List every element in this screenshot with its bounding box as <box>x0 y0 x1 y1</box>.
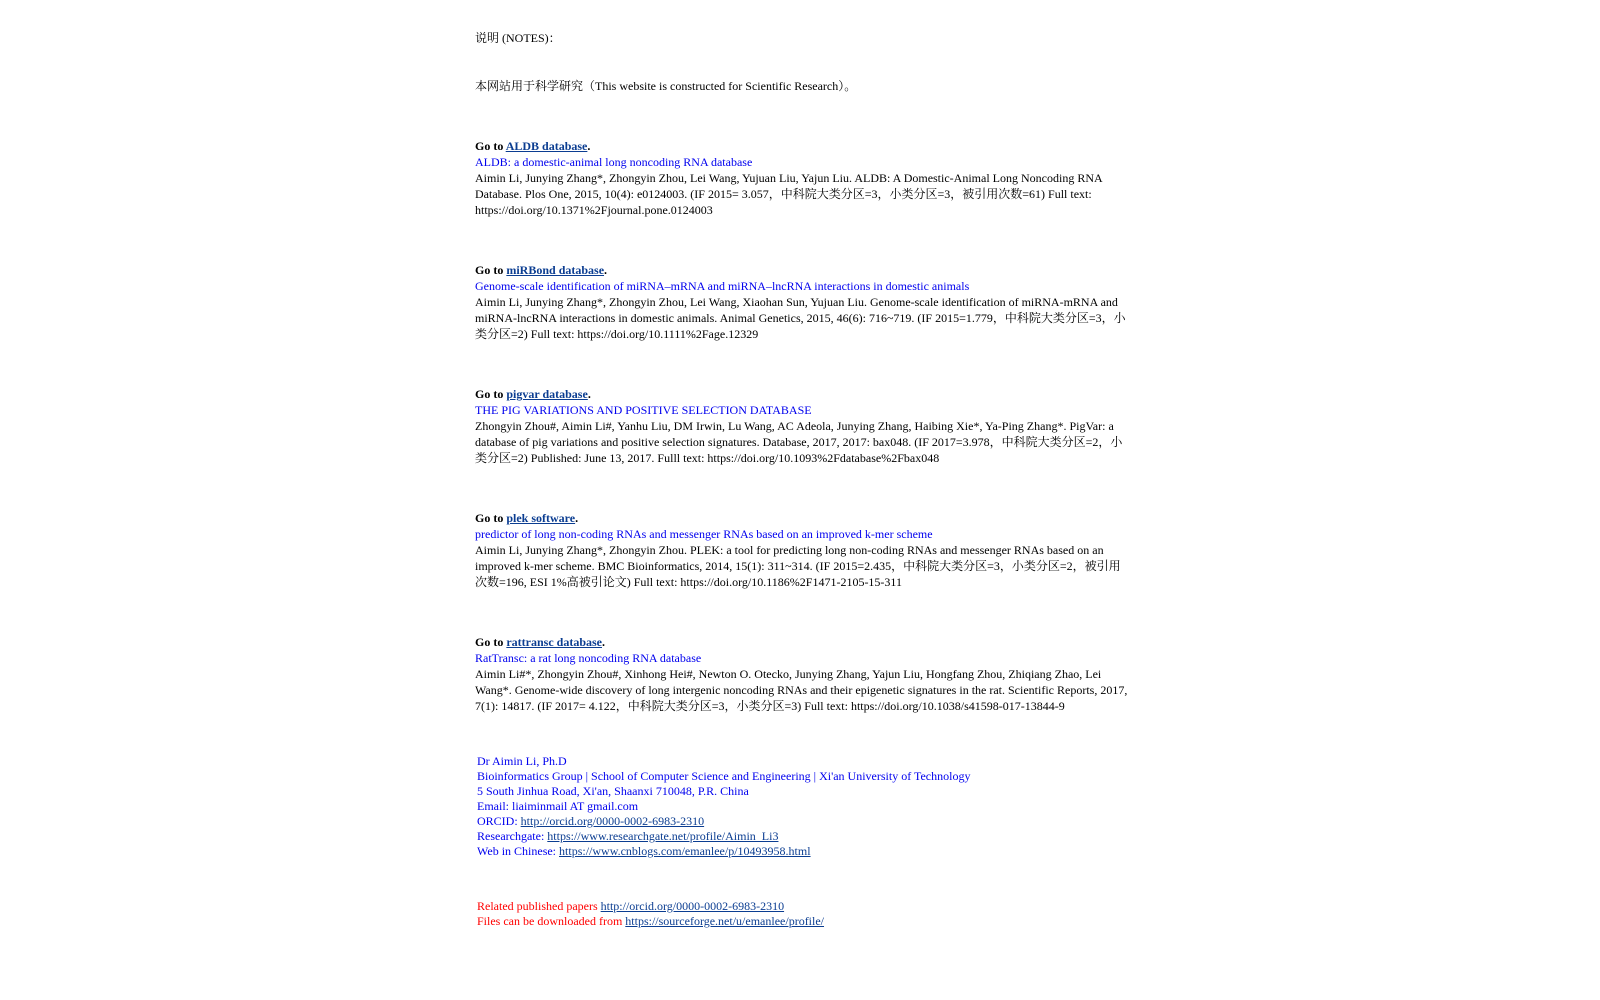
related-papers-link[interactable]: http://orcid.org/0000-0002-6983-2310 <box>600 899 785 913</box>
contact-address: 5 South Jinhua Road, Xi'an, Shaanxi 710048, P.R. China <box>477 784 749 798</box>
downloads-link[interactable]: https://sourceforge.net/u/emanlee/profile/ <box>625 914 825 928</box>
related-papers-line <box>477 899 1130 914</box>
goto-text: Go to <box>475 635 504 649</box>
goto-line: Go to rattransc database. <box>475 635 605 649</box>
related-papers-label: Related published papers <box>477 899 598 913</box>
orcid-label: ORCID: <box>477 814 518 828</box>
goto-line: Go to miRBond database. <box>475 263 608 277</box>
entry-rattransc <box>475 634 1130 714</box>
entry-mirbond <box>475 262 1130 342</box>
mirbond-database-link[interactable]: miRBond database <box>506 263 605 277</box>
notes-label: 说明 (NOTES)： <box>475 31 561 45</box>
downloads-label: Files can be downloaded from <box>477 914 623 928</box>
entry-citation: Aimin Li#*, Zhongyin Zhou#, Xinhong Hei#, Newton O. Otecko, Junying Zhang, Yajun Liu, Hongfang Zhou, Zhiqiang Zhao, Lei Wang*. Genome-wide discovery of long intergenic noncoding RNAs and their epigenetic signatures in the rat. Scientific Reports, 2017, 7(1): 14817. (IF 2017= 4.122，中科院大类分区=3，小类分区=3) Full text: https://doi.org/10.1038/s41598-017-13844-9 <box>475 667 1128 713</box>
contact-email: Email: liaiminmail AT gmail.com <box>477 799 639 813</box>
researchgate-label: Researchgate: <box>477 829 545 843</box>
downloads-line <box>477 914 1130 929</box>
goto-line: Go to pigvar database. <box>475 387 591 401</box>
pigvar-database-link[interactable]: pigvar database <box>506 387 588 401</box>
orcid-link[interactable]: http://orcid.org/0000-0002-6983-2310 <box>520 814 705 828</box>
contact-affiliation: Bioinformatics Group | School of Computer Science and Engineering | Xi'an University of Technology <box>477 769 971 783</box>
goto-text: Go to <box>475 387 504 401</box>
aldb-database-link[interactable]: ALDB database <box>505 139 588 153</box>
entry-pigvar <box>475 386 1130 466</box>
goto-text: Go to <box>475 139 504 153</box>
entry-title: ALDB: a domestic-animal long noncoding RNA database <box>475 155 753 169</box>
entry-title: predictor of long non-coding RNAs and messenger RNAs based on an improved k-mer scheme <box>475 527 933 541</box>
rattransc-database-link[interactable]: rattransc database <box>506 635 602 649</box>
researchgate-link[interactable]: https://www.researchgate.net/profile/Aimin_Li3 <box>547 829 779 843</box>
orcid-line <box>477 814 1130 829</box>
chinese-web-link[interactable]: https://www.cnblogs.com/emanlee/p/10493958.html <box>559 844 811 858</box>
entry-title: THE PIG VARIATIONS AND POSITIVE SELECTION DATABASE <box>475 403 812 417</box>
entry-title: Genome-scale identification of miRNA–mRNA and miRNA–lncRNA interactions in domestic animals <box>475 279 970 293</box>
entry-citation: Zhongyin Zhou#, Aimin Li#, Yanhu Liu, DM Irwin, Lu Wang, AC Adeola, Junying Zhang, Haibing Xie*, Ya-Ping Zhang*. PigVar: a database of pig variations and positive selection signatures. Database, 2017, 2017: bax048. (IF 2017=3.978，中科院大类分区=2，小类分区=2) Published: June 13, 2017. Fulll text: https://doi.org/10.1093%2Fdatabase%2Fbax048 <box>475 419 1123 465</box>
goto-text: Go to <box>475 263 504 277</box>
entry-citation: Aimin Li, Junying Zhang*, Zhongyin Zhou, Lei Wang, Yujuan Liu, Yajun Liu. ALDB: A Domestic-Animal Long Noncoding RNA Database. Plos One, 2015, 10(4): e0124003. (IF 2015= 3.057，中科院大类分区=3，小类分区=3，被引用次数=61) Full text: https://doi.org/10.1371%2Fjournal.pone.0124003 <box>475 171 1102 217</box>
entry-citation: Aimin Li, Junying Zhang*, Zhongyin Zhou, Lei Wang, Xiaohan Sun, Yujuan Liu. Genome-scale identification of miRNA-mRNA and miRNA-lncRNA interactions in domestic animals. Animal Genetics, 2015, 46(6): 716~719. (IF 2015=1.779，中科院大类分区=3，小类分区=2) Full text: https://doi.org/10.1111%2Fage.12329 <box>475 295 1126 341</box>
researchgate-line <box>477 829 1130 844</box>
plek-software-link[interactable]: plek software <box>506 511 576 525</box>
entry-title: RatTransc: a rat long noncoding RNA database <box>475 651 702 665</box>
chinese-web-line <box>477 844 1130 859</box>
entry-aldb <box>475 138 1130 218</box>
goto-line: Go to ALDB database. <box>475 139 591 153</box>
entry-plek <box>475 510 1130 590</box>
goto-line: Go to plek software. <box>475 511 579 525</box>
contact-block <box>475 754 1130 859</box>
contact-name: Dr Aimin Li, Ph.D <box>477 754 567 768</box>
purpose-statement: 本网站用于科学研究（This website is constructed for Scientific Research）。 <box>475 79 857 93</box>
chinese-web-label: Web in Chinese: <box>477 844 557 858</box>
goto-text: Go to <box>475 511 504 525</box>
entry-citation: Aimin Li, Junying Zhang*, Zhongyin Zhou. PLEK: a tool for predicting long non-coding RNAs and messenger RNAs based on an improved k-mer scheme. BMC Bioinformatics, 2014, 15(1): 311~314. (IF 2015=2.435，中科院大类分区=3，小类分区=2，被引用次数=196, ESI 1%高被引论文) Full text: https://doi.org/10.1186%2F1471-2105-15-311 <box>475 543 1121 589</box>
page-content <box>475 30 1130 929</box>
related-block <box>475 899 1130 929</box>
